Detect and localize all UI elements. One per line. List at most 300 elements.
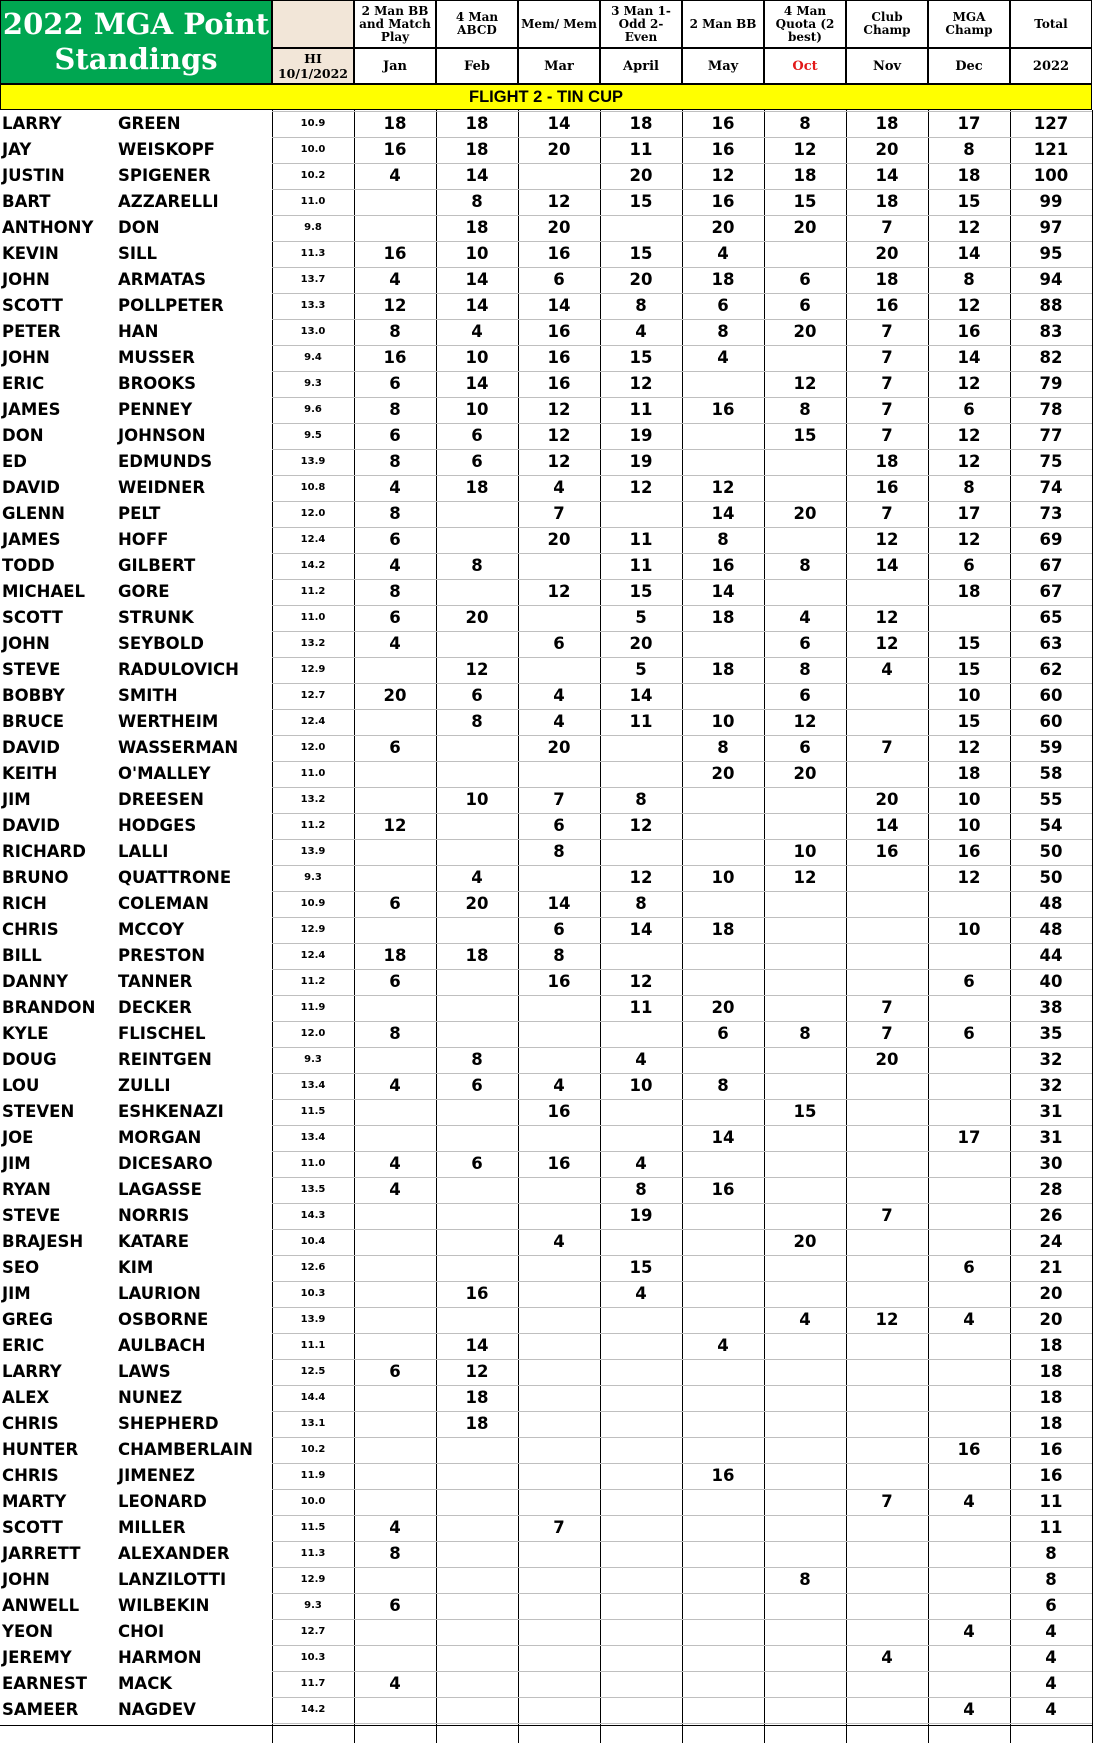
- event-points: 6: [799, 296, 811, 315]
- event-points: [928, 1541, 1010, 1567]
- grid-horizontal-line: [272, 1021, 1092, 1022]
- player-handicap-index: 9.3: [304, 1054, 322, 1065]
- player-total: 99: [1039, 192, 1063, 211]
- event-points: 6: [553, 634, 565, 653]
- event-points: 16: [711, 556, 735, 575]
- event-points: 18: [957, 166, 981, 185]
- player-handicap-index: 9.8: [304, 222, 322, 233]
- event-points: 16: [383, 140, 407, 159]
- event-points: [600, 1489, 682, 1515]
- grid-horizontal-line: [272, 683, 1092, 684]
- player-total: 60: [1039, 712, 1063, 731]
- hi-header-top: [272, 0, 354, 48]
- event-points: [354, 1567, 436, 1593]
- event-points: 19: [629, 1206, 653, 1225]
- player-first-name: YEON: [2, 1622, 54, 1641]
- grid-vertical-line: [600, 110, 601, 1743]
- event-points: 8: [635, 296, 647, 315]
- table-row: [0, 501, 1096, 527]
- event-points: 18: [465, 1414, 489, 1433]
- event-points: 4: [799, 1310, 811, 1329]
- player-last-name: AULBACH: [118, 1336, 206, 1355]
- event-points: 4: [553, 1076, 565, 1095]
- player-first-name: SAMEER: [2, 1700, 79, 1719]
- event-points: 20: [793, 218, 817, 237]
- event-points: 20: [793, 1232, 817, 1251]
- player-handicap-index: 10.0: [300, 144, 326, 155]
- event-points: 16: [547, 1154, 571, 1173]
- player-first-name: RYAN: [2, 1180, 51, 1199]
- table-row: [0, 1203, 1096, 1229]
- event-points: [354, 215, 436, 241]
- player-total: 83: [1039, 322, 1063, 341]
- event-points: 6: [389, 972, 401, 991]
- event-points: 12: [547, 452, 571, 471]
- event-points: [436, 1541, 518, 1567]
- grid-horizontal-line: [272, 397, 1092, 398]
- player-first-name: EARNEST: [2, 1674, 87, 1693]
- table-row: [0, 1671, 1096, 1697]
- player-first-name: MICHAEL: [2, 582, 86, 601]
- event-points: 6: [963, 972, 975, 991]
- table-row: [0, 215, 1096, 241]
- player-first-name: LOU: [2, 1076, 40, 1095]
- event-points: 4: [553, 686, 565, 705]
- table-row: [0, 267, 1096, 293]
- table-row: [0, 761, 1096, 787]
- player-last-name: KIM: [118, 1258, 154, 1277]
- event-points: [518, 657, 600, 683]
- table-row: [0, 111, 1096, 137]
- event-points: [928, 1593, 1010, 1619]
- grid-horizontal-line: [272, 1281, 1092, 1282]
- event-points: [600, 1385, 682, 1411]
- event-points: 12: [711, 478, 735, 497]
- event-points: [518, 1385, 600, 1411]
- event-points: 20: [711, 218, 735, 237]
- player-total: 44: [1039, 946, 1063, 965]
- event-points: [764, 345, 846, 371]
- event-points: 14: [465, 1336, 489, 1355]
- event-points: [354, 1437, 436, 1463]
- event-points: 4: [389, 556, 401, 575]
- hi-label: HI: [304, 51, 322, 66]
- column-event-header: 4 Man Quota (2 best): [764, 0, 846, 48]
- event-points: 18: [711, 660, 735, 679]
- event-points: 16: [875, 478, 899, 497]
- event-points: 6: [963, 556, 975, 575]
- grid-horizontal-line: [272, 657, 1092, 658]
- event-points: [600, 735, 682, 761]
- event-points: 6: [389, 426, 401, 445]
- event-points: [764, 787, 846, 813]
- player-handicap-index: 12.4: [300, 950, 326, 961]
- player-handicap-index: 13.9: [300, 1314, 326, 1325]
- event-points: 4: [389, 1154, 401, 1173]
- event-points: 20: [465, 894, 489, 913]
- event-points: 6: [799, 738, 811, 757]
- event-points: [928, 1515, 1010, 1541]
- event-points: 7: [881, 400, 893, 419]
- event-points: [518, 1463, 600, 1489]
- player-handicap-index: 12.0: [300, 742, 326, 753]
- event-points: [354, 839, 436, 865]
- player-handicap-index: 11.0: [300, 196, 326, 207]
- event-points: 12: [629, 478, 653, 497]
- grid-vertical-line: [764, 110, 765, 1743]
- event-points: 18: [957, 582, 981, 601]
- player-handicap-index: 13.7: [300, 274, 326, 285]
- event-points: 16: [547, 1102, 571, 1121]
- event-points: 16: [875, 842, 899, 861]
- player-handicap-index: 13.9: [300, 846, 326, 857]
- player-handicap-index: 11.0: [300, 612, 326, 623]
- event-points: 12: [793, 712, 817, 731]
- event-points: 15: [629, 348, 653, 367]
- event-points: 14: [465, 166, 489, 185]
- player-first-name: SCOTT: [2, 1518, 63, 1537]
- event-points: [682, 449, 764, 475]
- player-last-name: PRESTON: [118, 946, 206, 965]
- table-row: [0, 1281, 1096, 1307]
- player-total: 4: [1045, 1622, 1057, 1641]
- player-total: 20: [1039, 1284, 1063, 1303]
- event-points: 12: [793, 374, 817, 393]
- event-points: 18: [383, 946, 407, 965]
- event-points: 12: [629, 972, 653, 991]
- event-points: 18: [465, 478, 489, 497]
- event-points: 18: [383, 114, 407, 133]
- event-points: 18: [465, 1388, 489, 1407]
- event-points: [846, 1229, 928, 1255]
- grid-horizontal-line: [272, 605, 1092, 606]
- event-points: [354, 1047, 436, 1073]
- grid-horizontal-line: [272, 1125, 1092, 1126]
- event-points: 12: [957, 530, 981, 549]
- event-points: 14: [875, 816, 899, 835]
- player-last-name: NUNEZ: [118, 1388, 183, 1407]
- player-handicap-index: 13.2: [300, 638, 326, 649]
- player-handicap-index: 11.9: [300, 1470, 326, 1481]
- event-points: [764, 1359, 846, 1385]
- event-points: [518, 605, 600, 631]
- event-points: 6: [553, 270, 565, 289]
- player-total: 95: [1039, 244, 1063, 263]
- grid-vertical-line: [518, 110, 519, 1743]
- grid-vertical-line: [1010, 110, 1011, 1743]
- grid-horizontal-line: [272, 1489, 1092, 1490]
- grid-horizontal-line: [272, 1697, 1092, 1698]
- event-points: 4: [635, 1284, 647, 1303]
- event-points: [682, 1255, 764, 1281]
- event-points: [928, 1177, 1010, 1203]
- column-event-header: 2 Man BB: [682, 0, 764, 48]
- event-points: [518, 865, 600, 891]
- player-first-name: STEVE: [2, 660, 61, 679]
- event-points: [354, 1697, 436, 1723]
- player-last-name: GILBERT: [118, 556, 196, 575]
- event-points: 18: [465, 218, 489, 237]
- event-points: 4: [881, 660, 893, 679]
- event-points: 16: [711, 114, 735, 133]
- event-points: 12: [957, 374, 981, 393]
- event-points: 14: [875, 556, 899, 575]
- event-points: [682, 1593, 764, 1619]
- event-points: [354, 1645, 436, 1671]
- column-event-header: 3 Man 1-Odd 2-Even: [600, 0, 682, 48]
- grid-horizontal-line: [272, 1229, 1092, 1230]
- event-points: [682, 631, 764, 657]
- player-handicap-index: 9.3: [304, 378, 322, 389]
- event-points: [764, 1125, 846, 1151]
- event-points: 8: [717, 530, 729, 549]
- grid-horizontal-line: [272, 579, 1092, 580]
- event-points: [928, 1073, 1010, 1099]
- event-points: [928, 1567, 1010, 1593]
- player-first-name: JARRETT: [2, 1544, 81, 1563]
- player-handicap-index: 11.7: [300, 1678, 326, 1689]
- event-points: 11: [629, 530, 653, 549]
- table-row: [0, 579, 1096, 605]
- player-handicap-index: 9.6: [304, 404, 322, 415]
- grid-horizontal-line: [272, 345, 1092, 346]
- player-handicap-index: 12.0: [300, 508, 326, 519]
- event-points: [682, 1047, 764, 1073]
- event-points: 16: [547, 322, 571, 341]
- event-points: [354, 1619, 436, 1645]
- event-points: 15: [957, 712, 981, 731]
- event-points: 10: [957, 686, 981, 705]
- event-points: 7: [881, 218, 893, 237]
- event-points: [436, 1177, 518, 1203]
- player-last-name: WERTHEIM: [118, 712, 219, 731]
- player-total: 54: [1039, 816, 1063, 835]
- event-points: 8: [799, 1024, 811, 1043]
- event-points: [518, 1437, 600, 1463]
- event-points: 8: [471, 192, 483, 211]
- event-points: 12: [465, 1362, 489, 1381]
- event-points: [846, 1515, 928, 1541]
- event-points: 11: [629, 400, 653, 419]
- event-points: [682, 813, 764, 839]
- player-first-name: ANWELL: [2, 1596, 80, 1615]
- player-first-name: STEVE: [2, 1206, 61, 1225]
- table-row: [0, 1333, 1096, 1359]
- grid-horizontal-line: [272, 319, 1092, 320]
- event-points: 20: [875, 790, 899, 809]
- event-points: 10: [465, 348, 489, 367]
- event-points: [436, 1619, 518, 1645]
- event-points: 12: [875, 608, 899, 627]
- event-points: 6: [963, 1258, 975, 1277]
- event-points: [436, 1593, 518, 1619]
- event-points: 18: [711, 920, 735, 939]
- table-row: [0, 709, 1096, 735]
- event-points: 15: [629, 244, 653, 263]
- player-total: 6: [1045, 1596, 1057, 1615]
- player-total: 79: [1039, 374, 1063, 393]
- event-points: [436, 1697, 518, 1723]
- grid-vertical-line: [272, 110, 273, 1743]
- event-points: 6: [471, 426, 483, 445]
- player-total: 94: [1039, 270, 1063, 289]
- event-points: [518, 761, 600, 787]
- event-points: [764, 1541, 846, 1567]
- event-points: [928, 891, 1010, 917]
- grid-horizontal-line: [272, 267, 1092, 268]
- column-event-header: Total: [1010, 0, 1092, 48]
- event-points: [846, 709, 928, 735]
- event-points: [436, 1229, 518, 1255]
- event-points: 10: [957, 920, 981, 939]
- event-points: [764, 241, 846, 267]
- event-points: 8: [799, 114, 811, 133]
- player-first-name: ERIC: [2, 1336, 45, 1355]
- table-row: [0, 1567, 1096, 1593]
- event-points: 6: [389, 608, 401, 627]
- event-points: 8: [799, 1570, 811, 1589]
- event-points: [354, 1203, 436, 1229]
- event-points: 18: [465, 114, 489, 133]
- sheet-title-line2: Standings: [54, 42, 218, 76]
- event-points: [436, 1645, 518, 1671]
- event-points: [354, 917, 436, 943]
- grid-horizontal-line: [272, 1203, 1092, 1204]
- event-points: 8: [717, 1076, 729, 1095]
- player-first-name: JAMES: [2, 400, 61, 419]
- event-points: [600, 1463, 682, 1489]
- event-points: [518, 1593, 600, 1619]
- player-first-name: STEVEN: [2, 1102, 75, 1121]
- event-points: [928, 605, 1010, 631]
- player-handicap-index: 12.4: [300, 716, 326, 727]
- event-points: [764, 1463, 846, 1489]
- event-points: 8: [717, 738, 729, 757]
- event-points: [682, 839, 764, 865]
- grid-horizontal-line: [272, 1151, 1092, 1152]
- column-month-header: 2022: [1010, 48, 1092, 84]
- player-first-name: CHRIS: [2, 1466, 59, 1485]
- player-total: 20: [1039, 1310, 1063, 1329]
- event-points: [600, 1619, 682, 1645]
- player-last-name: DICESARO: [118, 1154, 213, 1173]
- event-points: 8: [471, 712, 483, 731]
- event-points: 10: [957, 790, 981, 809]
- event-points: 20: [547, 530, 571, 549]
- player-first-name: ED: [2, 452, 27, 471]
- player-total: 100: [1033, 166, 1069, 185]
- player-last-name: SILL: [118, 244, 158, 263]
- event-points: 7: [881, 426, 893, 445]
- player-last-name: LAWS: [118, 1362, 171, 1381]
- table-row: [0, 1177, 1096, 1203]
- table-row: [0, 1645, 1096, 1671]
- event-points: 12: [957, 296, 981, 315]
- event-points: [682, 1099, 764, 1125]
- event-points: [436, 1671, 518, 1697]
- player-last-name: CHOI: [118, 1622, 165, 1641]
- player-total: 97: [1039, 218, 1063, 237]
- event-points: 17: [957, 1128, 981, 1147]
- player-last-name: DON: [118, 218, 160, 237]
- event-points: [846, 1281, 928, 1307]
- grid-horizontal-line: [272, 865, 1092, 866]
- player-total: 75: [1039, 452, 1063, 471]
- player-first-name: JIM: [2, 1154, 31, 1173]
- player-total: 18: [1039, 1336, 1063, 1355]
- player-total: 58: [1039, 764, 1063, 783]
- event-points: 11: [629, 998, 653, 1017]
- player-first-name: SCOTT: [2, 296, 63, 315]
- column-month-header: Oct: [764, 48, 846, 84]
- event-points: [764, 969, 846, 995]
- grid-horizontal-line: [272, 1437, 1092, 1438]
- event-points: 17: [957, 114, 981, 133]
- column-month-header: Dec: [928, 48, 1010, 84]
- event-points: [600, 1411, 682, 1437]
- event-points: 8: [389, 582, 401, 601]
- column-month-header: Feb: [436, 48, 518, 84]
- event-points: 6: [389, 1596, 401, 1615]
- event-points: 6: [471, 1076, 483, 1095]
- event-points: 12: [875, 530, 899, 549]
- event-points: 8: [389, 322, 401, 341]
- column-month-header: Jan: [354, 48, 436, 84]
- player-handicap-index: 14.2: [300, 1704, 326, 1715]
- player-total: 8: [1045, 1570, 1057, 1589]
- event-points: [682, 423, 764, 449]
- event-points: [682, 1307, 764, 1333]
- grid-horizontal-line: [272, 995, 1092, 996]
- player-handicap-index: 14.2: [300, 560, 326, 571]
- player-last-name: LANZILOTTI: [118, 1570, 227, 1589]
- player-last-name: SHEPHERD: [118, 1414, 219, 1433]
- grid-horizontal-line: [272, 189, 1092, 190]
- event-points: 16: [957, 842, 981, 861]
- event-points: 8: [389, 1024, 401, 1043]
- event-points: 18: [793, 166, 817, 185]
- table-row: [0, 683, 1096, 709]
- event-points: 12: [875, 1310, 899, 1329]
- event-points: 20: [547, 218, 571, 237]
- player-last-name: NAGDEV: [118, 1700, 196, 1719]
- event-points: 15: [629, 582, 653, 601]
- table-row: [0, 1619, 1096, 1645]
- event-points: [600, 1437, 682, 1463]
- player-total: 65: [1039, 608, 1063, 627]
- player-total: 77: [1039, 426, 1063, 445]
- grid-horizontal-line: [272, 813, 1092, 814]
- event-points: 8: [389, 1544, 401, 1563]
- event-points: [764, 1697, 846, 1723]
- event-points: 12: [793, 140, 817, 159]
- event-points: [846, 1593, 928, 1619]
- event-points: [354, 1099, 436, 1125]
- event-points: [354, 1281, 436, 1307]
- event-points: 10: [465, 244, 489, 263]
- event-points: 4: [389, 1076, 401, 1095]
- event-points: [436, 1489, 518, 1515]
- event-points: [354, 1125, 436, 1151]
- player-total: 74: [1039, 478, 1063, 497]
- player-first-name: ANTHONY: [2, 218, 94, 237]
- event-points: [354, 657, 436, 683]
- event-points: [764, 527, 846, 553]
- player-total: 30: [1039, 1154, 1063, 1173]
- event-points: 15: [793, 1102, 817, 1121]
- event-points: [518, 1177, 600, 1203]
- event-points: [354, 865, 436, 891]
